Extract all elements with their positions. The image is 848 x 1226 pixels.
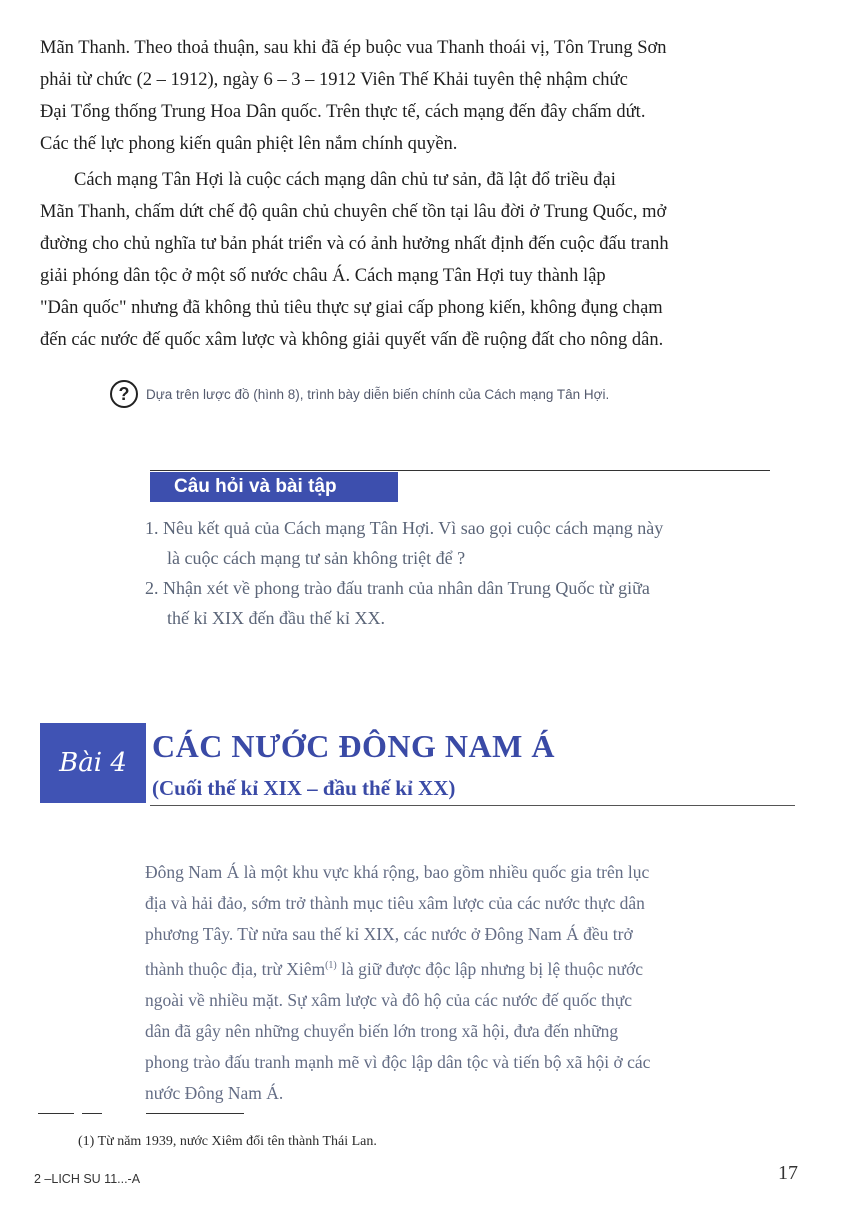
- footnote: (1) Từ năm 1939, nước Xiêm đổi tên thành Thái Lan.: [78, 1134, 377, 1149]
- text-line: đến các nước đế quốc xâm lược và không giải quyết vấn đề ruộng đất cho nông dân.: [40, 330, 664, 350]
- text-line: nước Đông Nam Á.: [145, 1082, 284, 1103]
- lesson-title: CÁC NƯỚC ĐÔNG NAM Á: [152, 728, 555, 764]
- text-line: Đại Tổng thống Trung Hoa Dân quốc. Trên thực tế, cách mạng đến đây chấm dứt.: [40, 102, 646, 122]
- footnote-divider: [146, 1113, 244, 1114]
- exercise-line: thế kỉ XIX đến đầu thế kỉ XX.: [167, 608, 385, 628]
- exercises-header: [150, 470, 770, 502]
- exercise-line: là cuộc cách mạng tư sản không triệt để ?: [167, 548, 466, 568]
- lesson-intro: [145, 857, 797, 1109]
- text-line: [145, 950, 797, 985]
- footnote-marker: (1): [325, 960, 337, 971]
- text-fragment: là giữ được độc lập nhưng bị lệ thuộc nước: [336, 958, 643, 979]
- page-number: 17: [778, 1162, 798, 1184]
- question-prompt: [110, 380, 609, 408]
- text-line: đường cho chủ nghĩa tư bản phát triển và có ảnh hưởng nhất định đến cuộc đấu tranh: [40, 234, 669, 254]
- exercise-list: [145, 513, 800, 633]
- text-line: phương Tây. Từ nửa sau thế kỉ XIX, các nước ở Đông Nam Á đều trở: [145, 924, 633, 944]
- text-line: phong trào đấu tranh mạnh mẽ vì độc lập dân tộc và tiến bộ xã hội ở các: [145, 1051, 651, 1072]
- text-line: Mãn Thanh. Theo thoả thuận, sau khi đã ép buộc vua Thanh thoái vị, Tôn Trung Sơn: [40, 38, 667, 58]
- text-line: giải phóng dân tộc ở một số nước châu Á. Cách mạng Tân Hợi tuy thành lập: [40, 266, 606, 286]
- text-line: Các thế lực phong kiến quân phiệt lên nắm chính quyền.: [40, 134, 458, 154]
- signature-code: 2 –LICH SU 11...-A: [34, 1172, 141, 1186]
- text-line: phải từ chức (2 – 1912), ngày 6 – 3 – 1912 Viên Thế Khải tuyên thệ nhậm chức: [40, 70, 628, 90]
- header-divider: [150, 470, 770, 471]
- lesson-badge: Bài 4: [40, 723, 146, 803]
- exercises-heading: Câu hỏi và bài tập: [150, 472, 398, 502]
- exercise-item: [145, 573, 800, 633]
- lesson-divider: [150, 805, 795, 806]
- text-line: Đông Nam Á là một khu vực khá rộng, bao gồm nhiều quốc gia trên lục: [145, 862, 650, 882]
- text-line: Cách mạng Tân Hợi là cuộc cách mạng dân chủ tư sản, đã lật đổ triều đại: [74, 170, 616, 190]
- text-line: ngoài về nhiều mặt. Sự xâm lược và đô hộ của các nước đế quốc thực: [145, 989, 632, 1010]
- text-line: địa và hải đảo, sớm trở thành mục tiêu xâm lược của các nước thực dân: [145, 893, 645, 913]
- paragraph-continuation: [40, 32, 800, 160]
- question-mark-icon: ?: [110, 380, 138, 408]
- footnote-divider: [82, 1113, 102, 1114]
- lesson-subtitle: (Cuối thế kỉ XIX – đầu thế kỉ XX): [152, 776, 456, 800]
- text-fragment: thành thuộc địa, trừ Xiêm: [145, 958, 326, 979]
- exercise-item: [145, 513, 800, 573]
- text-line: Mãn Thanh, chấm dứt chế độ quân chủ chuyên chế tồn tại lâu đời ở Trung Quốc, mở: [40, 202, 667, 222]
- exercise-line: 1. Nêu kết quả của Cách mạng Tân Hợi. Vì sao gọi cuộc cách mạng này: [145, 518, 664, 538]
- text-line: dân đã gây nên những chuyển biến lớn trong xã hội, đưa đến những: [145, 1020, 619, 1041]
- paragraph-summary: [40, 164, 800, 356]
- footnote-divider: [38, 1113, 74, 1114]
- text-line: "Dân quốc" nhưng đã không thủ tiêu thực sự giai cấp phong kiến, không đụng chạm: [40, 298, 663, 318]
- question-text: Dựa trên lược đồ (hình 8), trình bày diễn biến chính của Cách mạng Tân Hợi.: [146, 386, 610, 402]
- exercise-line: 2. Nhận xét về phong trào đấu tranh của nhân dân Trung Quốc từ giữa: [145, 578, 650, 598]
